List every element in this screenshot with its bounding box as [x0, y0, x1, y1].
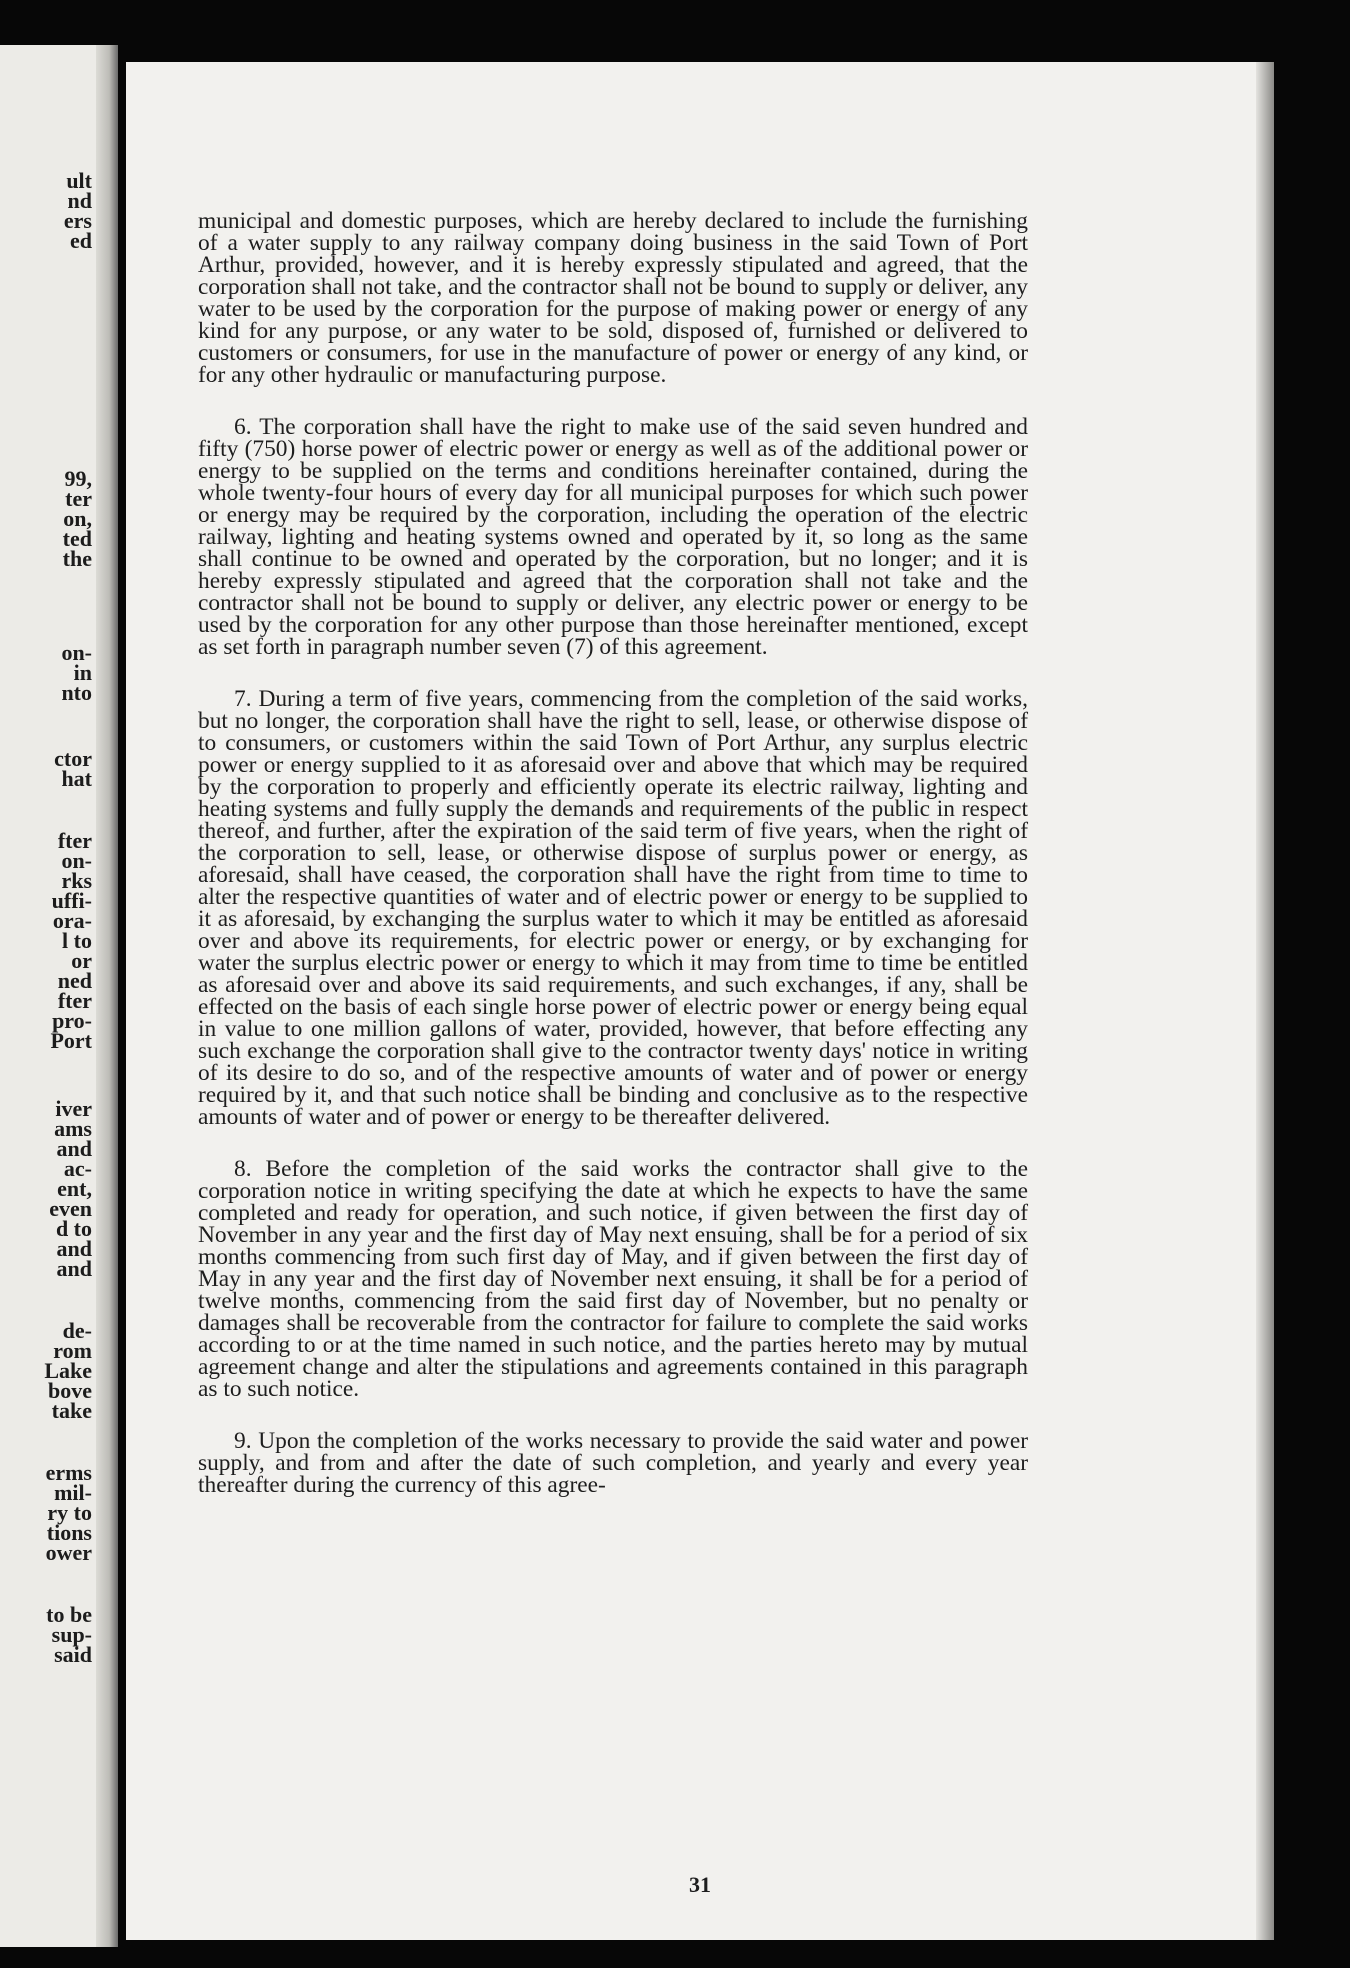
left-page-fragment: and — [56, 1236, 92, 1261]
paragraph-7: 7. During a term of five years, commencing from the completion of the said works, but no longer, the corporation shall have the right to sell, lease, or otherwise dispose of to consumers, or customers within the said Town of Port Arthur, any surplus electric power or energy supplied to it as aforesaid over and above that which may be required by the corporation to properly and efficiently operate its electric railway, lighting and heating systems and fully supply the demands and requirements of the public in respect thereof, and further, after the expiration of the said term of five years, when the right of the corporation to sell, lease, or otherwise dispose of surplus power or energy, as aforesaid, shall have ceased, the corporation shall have the right from time to time to alter the respective quantities of water and of electric power or energy to be supplied to it as aforesaid, by exchanging the surplus water to which it may be entitled as aforesaid over and above its requirements, for electric power or energy, or by exchanging for water the surplus electric power or energy to which it may from time to time be entitled as aforesaid over and above its said requirements, and such exchanges, if any, shall be effected on the basis of each single horse power of electric power or energy being equal in value to one million gallons of water, provided, however, that before effecting any such exchange the corporation shall give to the contractor twenty days' notice in writing of its desire to do so, and of the respective amounts of water and of power or energy required by it, and that such notice shall be binding and conclusive as to the respective amounts of water and of power or energy to be thereafter delivered. — [198, 686, 1028, 1130]
left-page-fragment: and — [56, 1136, 92, 1161]
left-page-fragment: 99, — [64, 466, 92, 491]
page-body — [198, 210, 1028, 1526]
left-page-fragment: uffi- — [51, 888, 92, 913]
left-page-fragment: mil- — [54, 1480, 92, 1505]
left-page-fragment: even — [49, 1196, 92, 1221]
document-page — [126, 62, 1274, 1940]
left-page-fragment: and — [56, 1256, 92, 1281]
left-page-fragment: pro- — [52, 1008, 92, 1033]
left-page-fragment: iver — [55, 1096, 92, 1121]
paragraph-continuation: municipal and domestic purposes, which are hereby declared to include the furnishing of a water supply to any railway company doing business in the said Town of Port Arthur, provided, however, and it is hereby expressly stipulated and agreed, that the corporation shall not take, and the contractor shall not be bound to supply or deliver, any water to be used by the corporation for the purpose of making power or energy of any kind for any purpose, or any water to be sold, disposed of, furnished or delivered to customers or consumers, for use in the manufacture of power or energy of any kind, or for any other hydraulic or manufacturing purpose. — [198, 208, 1028, 388]
left-page-fragment: tions — [46, 1520, 92, 1545]
left-page-fragment: fter — [57, 988, 92, 1013]
left-page-fragment: said — [54, 1642, 92, 1667]
left-page-fragment: in — [73, 660, 92, 685]
left-page-fragment: hat — [61, 766, 92, 791]
left-page-fragment: or — [71, 948, 92, 973]
left-page-fragment: ctor — [54, 746, 92, 771]
left-page-fragment: nto — [61, 680, 92, 705]
left-page-fragment: to be — [46, 1602, 92, 1627]
left-page-fragment: rom — [53, 1338, 92, 1363]
left-page-fragment: nd — [67, 188, 92, 213]
left-page-fragment: take — [51, 1398, 92, 1423]
left-page-fragment: on- — [61, 640, 92, 665]
left-page-fragment: ter — [65, 486, 92, 511]
left-page-fragment: the — [62, 546, 92, 571]
left-page-fragment: ted — [62, 526, 92, 551]
left-page-fragment: sup- — [51, 1622, 92, 1647]
left-page-gutter — [96, 45, 118, 1947]
left-page-fragment: ry to — [47, 1500, 92, 1525]
left-page-fragment: erms — [45, 1460, 92, 1485]
left-page-fragment: ams — [54, 1116, 92, 1141]
left-page-fragment: ers — [63, 208, 92, 233]
left-page-fragment: d to — [55, 1216, 92, 1241]
left-page-fragment: l to — [62, 928, 92, 953]
left-page-fragment: Lake — [44, 1358, 92, 1383]
left-page-fragment: bove — [48, 1378, 92, 1403]
left-page-fragment: ult — [66, 168, 92, 193]
left-page-fragment: ed — [70, 228, 92, 253]
left-page-fragment: ac- — [63, 1156, 92, 1181]
left-page-fragment: ent, — [57, 1176, 92, 1201]
left-page-fragment: on- — [61, 848, 92, 873]
left-page-fragment: ned — [57, 968, 92, 993]
paragraph-6: 6. The corporation shall have the right to make use of the said seven hundred and fifty (750) horse power of electric power or energy as well as of the additional power or energy to be supplied on the terms and conditions hereinafter contained, during the whole twenty-four hours of every day for all municipal purposes for which such power or energy may be required by the corporation, including the operation of the electric railway, lighting and heating systems owned and operated by it, so long as the same shall continue to be owned and operated by the corporation, but no longer; and it is hereby expressly stipulated and agreed that the corporation shall not take and the contractor shall not be bound to supply or deliver, any electric power or energy to be used by the corporation for any other purpose than those hereinafter mentioned, except as set forth in paragraph number seven (7) of this agreement. — [198, 414, 1028, 660]
paragraph-8: 8. Before the completion of the said works the contractor shall give to the corporation notice in writing specifying the date at which he expects to have the same completed and ready for operation, and such notice, if given between the first day of November in any year and the first day of May next ensuing, shall be for a period of six months commencing from such first day of May, and if given between the first day of May in any year and the first day of November next ensuing, it shall be for a period of twelve months, commencing from the said first day of November, but no penalty or damages shall be recoverable from the contractor for failure to complete the said works according to or at the time named in such notice, and the parties hereto may by mutual agreement change and alter the stipulations and agreements contained in this paragraph as to such notice. — [198, 1156, 1028, 1402]
left-page-fragment: de- — [62, 1318, 92, 1343]
right-page-edge — [1256, 62, 1274, 1940]
left-page-fragment: on, — [63, 506, 92, 531]
left-page — [0, 45, 118, 1947]
page-number: 31 — [689, 1872, 711, 1897]
left-page-fragment: Port — [50, 1028, 92, 1053]
paragraph-9: 9. Upon the completion of the works necessary to provide the said water and power supply, and from and after the date of such completion, and yearly and every year thereafter during the currency of this agree- — [198, 1428, 1028, 1498]
left-page-fragment: ora- — [52, 908, 92, 933]
left-page-fragment: ower — [45, 1540, 92, 1565]
left-page-fragment: fter — [57, 828, 92, 853]
left-page-fragment: rks — [61, 868, 92, 893]
